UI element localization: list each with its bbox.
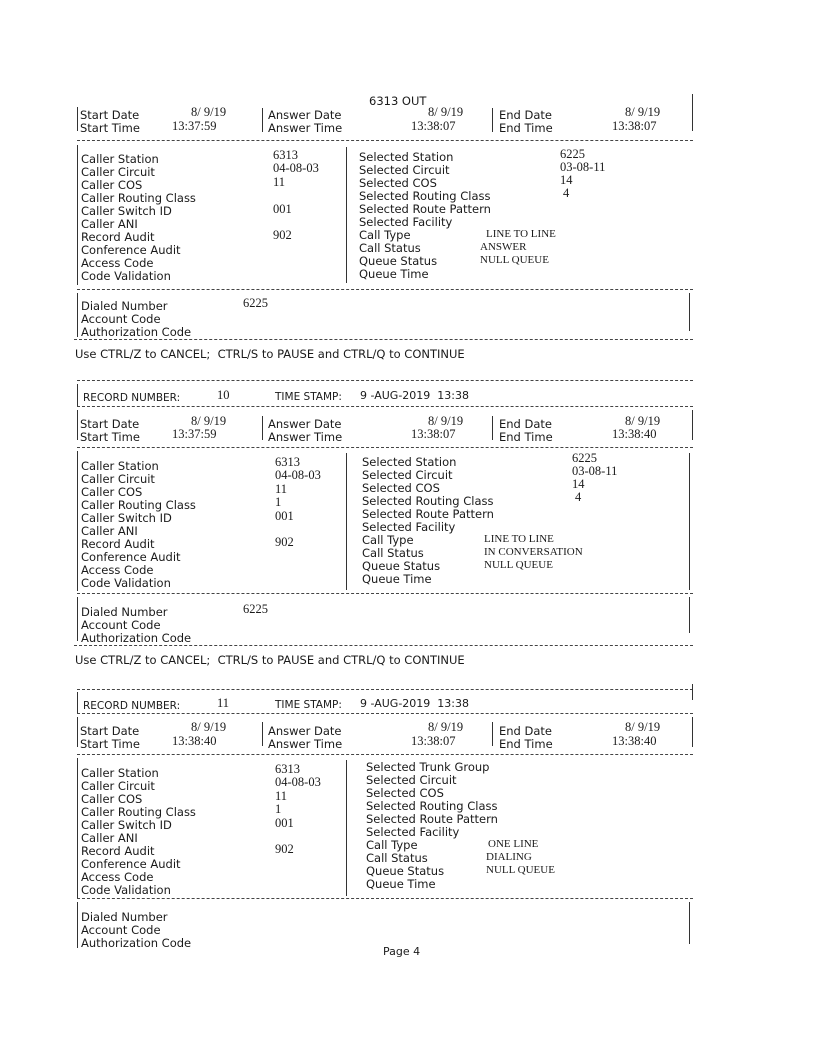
start-date-label: Start Date [80, 724, 140, 738]
queue-status-label: Queue Status [359, 254, 438, 268]
queue-status-label: Queue Status [366, 864, 445, 878]
call-type-label: Call Type [359, 228, 411, 242]
right-rule [689, 902, 690, 944]
left-rule [77, 451, 78, 591]
caller-station-label: Caller Station [81, 459, 159, 473]
caller-circuit-value: 04-08-03 [275, 775, 321, 789]
call-type-value: ONE LINE [488, 838, 539, 850]
end-date-label: End Date [499, 417, 552, 431]
left-rule [77, 107, 78, 131]
answer-time-value: 13:38:07 [411, 734, 456, 748]
left-rule [77, 692, 78, 714]
dashed-divider [74, 339, 693, 340]
queue-status-value: NULL QUEUE [486, 864, 555, 876]
record-audit-value: 902 [273, 228, 292, 242]
caller-station-label: Caller Station [81, 152, 159, 166]
caller-circuit-label: Caller Circuit [81, 779, 155, 793]
dashed-divider [77, 689, 693, 690]
dashed-divider [77, 406, 693, 407]
caller-circuit-label: Caller Circuit [81, 472, 155, 486]
answer-date-value: 8/ 9/19 [428, 720, 464, 734]
left-rule [77, 293, 78, 337]
record-number-label: RECORD NUMBER: [83, 392, 181, 404]
answer-time-label: Answer Time [268, 121, 343, 135]
selected-routing-class-value: 4 [575, 490, 582, 504]
end-time-label: End Time [499, 430, 553, 444]
right-rule [692, 717, 693, 747]
column-divider [262, 108, 263, 132]
caller-switch-id-value: 001 [273, 202, 292, 216]
time-stamp-label: TIME STAMP: [275, 699, 342, 711]
time-stamp-value: 9 -AUG-2019 13:38 [360, 389, 469, 402]
answer-time-label: Answer Time [268, 737, 343, 751]
column-divider [262, 416, 263, 440]
selected-circuit-label: Selected Circuit [359, 163, 450, 177]
start-date-label: Start Date [80, 108, 140, 122]
left-rule [77, 597, 78, 641]
record-audit-label: Record Audit [81, 537, 155, 551]
answer-time-label: Answer Time [268, 430, 343, 444]
caller-cos-value: 11 [275, 482, 288, 496]
right-rule [689, 293, 690, 331]
selected-facility-label: Selected Facility [359, 215, 453, 229]
call-status-value: ANSWER [480, 241, 527, 253]
selected-circuit-value: 03-08-11 [560, 160, 606, 174]
queue-status-label: Queue Status [362, 559, 441, 573]
selected-route-pattern-label: Selected Route Pattern [362, 507, 494, 521]
right-rule [692, 410, 693, 440]
end-time-value: 13:38:40 [612, 734, 657, 748]
dialed-number-label: Dialed Number [81, 605, 168, 619]
selected-circuit-label: Selected Circuit [362, 468, 453, 482]
queue-time-label: Queue Time [362, 572, 432, 586]
report-header: 6313 OUT [369, 94, 427, 108]
answer-date-label: Answer Date [268, 417, 342, 431]
authorization-code-label: Authorization Code [81, 936, 192, 950]
start-time-value: 13:37:59 [172, 427, 217, 441]
dashed-divider [77, 380, 693, 381]
caller-routing-class-label: Caller Routing Class [81, 191, 196, 205]
call-type-label: Call Type [362, 533, 414, 547]
continue-notice: Use CTRL/Z to CANCEL; CTRL/S to PAUSE and CTRL/Q to CONTINUE [75, 653, 465, 667]
record-audit-value: 902 [275, 535, 294, 549]
right-rule [692, 684, 693, 700]
caller-routing-class-label: Caller Routing Class [81, 498, 196, 512]
end-time-value: 13:38:07 [612, 119, 657, 133]
answer-date-label: Answer Date [268, 108, 342, 122]
time-stamp-value: 9 -AUG-2019 13:38 [360, 697, 469, 710]
caller-circuit-value: 04-08-03 [273, 161, 319, 175]
selected-routing-class-label: Selected Routing Class [359, 189, 491, 203]
selected-cos-label: Selected COS [359, 176, 437, 190]
caller-station-label: Caller Station [81, 766, 159, 780]
dashed-divider [77, 593, 693, 594]
call-status-value: DIALING [486, 851, 532, 863]
answer-date-value: 8/ 9/19 [428, 105, 464, 119]
right-rule [689, 453, 690, 590]
caller-switch-id-label: Caller Switch ID [81, 204, 172, 218]
access-code-label: Access Code [81, 870, 154, 884]
column-divider [346, 147, 347, 283]
caller-circuit-label: Caller Circuit [81, 165, 155, 179]
record-number-label: RECORD NUMBER: [83, 700, 181, 712]
conference-audit-label: Conference Audit [81, 243, 181, 257]
answer-time-value: 13:38:07 [411, 427, 456, 441]
start-time-label: Start Time [80, 430, 140, 444]
dialed-number-value: 6225 [243, 296, 268, 310]
call-type-label: Call Type [366, 838, 418, 852]
queue-status-value: NULL QUEUE [480, 254, 549, 266]
column-divider [492, 108, 493, 132]
selected-station-label: Selected Station [359, 150, 454, 164]
dashed-divider [77, 140, 693, 141]
code-validation-label: Code Validation [81, 883, 171, 897]
selected-trunk-group-label: Selected Trunk Group [366, 760, 490, 774]
selected-route-pattern-label: Selected Route Pattern [359, 202, 491, 216]
authorization-code-label: Authorization Code [81, 631, 192, 645]
caller-cos-label: Caller COS [81, 178, 143, 192]
end-date-value: 8/ 9/19 [625, 105, 661, 119]
left-rule [77, 410, 78, 440]
left-rule [77, 384, 78, 406]
dialed-number-value: 6225 [243, 602, 268, 616]
start-date-value: 8/ 9/19 [191, 105, 227, 119]
record-number-value: 10 [217, 388, 230, 402]
call-type-value: LINE TO LINE [484, 533, 554, 545]
selected-facility-label: Selected Facility [366, 825, 460, 839]
record-audit-label: Record Audit [81, 230, 155, 244]
caller-cos-value: 11 [273, 175, 286, 189]
selected-routing-class-label: Selected Routing Class [362, 494, 494, 508]
caller-switch-id-label: Caller Switch ID [81, 818, 172, 832]
account-code-label: Account Code [81, 312, 161, 326]
selected-circuit-value: 03-08-11 [572, 464, 618, 478]
start-time-label: Start Time [80, 737, 140, 751]
dashed-divider [77, 713, 693, 714]
code-validation-label: Code Validation [81, 576, 171, 590]
record-number-value: 11 [217, 696, 230, 710]
selected-routing-class-value: 4 [563, 186, 570, 200]
column-divider [262, 722, 263, 746]
caller-ani-label: Caller ANI [81, 524, 138, 538]
caller-ani-label: Caller ANI [81, 217, 138, 231]
caller-circuit-value: 04-08-03 [275, 468, 321, 482]
selected-cos-label: Selected COS [366, 786, 444, 800]
call-status-label: Call Status [366, 851, 428, 865]
end-date-label: End Date [499, 724, 552, 738]
end-date-value: 8/ 9/19 [625, 414, 661, 428]
dashed-divider [77, 447, 693, 448]
dashed-divider [77, 754, 693, 755]
start-date-label: Start Date [80, 417, 140, 431]
start-time-label: Start Time [80, 121, 140, 135]
caller-switch-id-value: 001 [275, 509, 294, 523]
selected-circuit-label: Selected Circuit [366, 773, 457, 787]
caller-cos-label: Caller COS [81, 485, 143, 499]
answer-time-value: 13:38:07 [411, 119, 456, 133]
start-time-value: 13:38:40 [172, 734, 217, 748]
selected-station-label: Selected Station [362, 455, 457, 469]
dialed-number-label: Dialed Number [81, 910, 168, 924]
left-rule [77, 902, 78, 948]
answer-date-label: Answer Date [268, 724, 342, 738]
selected-route-pattern-label: Selected Route Pattern [366, 812, 498, 826]
column-divider [492, 416, 493, 440]
end-date-label: End Date [499, 108, 552, 122]
conference-audit-label: Conference Audit [81, 857, 181, 871]
left-rule [77, 145, 78, 285]
dashed-divider [77, 289, 693, 290]
continue-notice: Use CTRL/Z to CANCEL; CTRL/S to PAUSE and CTRL/Q to CONTINUE [75, 347, 465, 361]
selected-routing-class-label: Selected Routing Class [366, 799, 498, 813]
record-audit-value: 902 [275, 842, 294, 856]
dashed-divider [74, 645, 693, 646]
column-divider [346, 760, 347, 896]
selected-station-value: 6225 [572, 451, 597, 465]
access-code-label: Access Code [81, 563, 154, 577]
caller-station-value: 6313 [273, 148, 298, 162]
caller-station-value: 6313 [275, 455, 300, 469]
record-audit-label: Record Audit [81, 844, 155, 858]
caller-routing-class-value: 1 [275, 495, 282, 509]
end-date-value: 8/ 9/19 [625, 720, 661, 734]
queue-time-label: Queue Time [366, 877, 436, 891]
end-time-label: End Time [499, 121, 553, 135]
start-time-value: 13:37:59 [172, 119, 217, 133]
selected-cos-label: Selected COS [362, 481, 440, 495]
caller-routing-class-label: Caller Routing Class [81, 805, 196, 819]
caller-cos-label: Caller COS [81, 792, 143, 806]
call-status-label: Call Status [359, 241, 421, 255]
queue-time-label: Queue Time [359, 267, 429, 281]
time-stamp-label: TIME STAMP: [275, 391, 342, 403]
start-date-value: 8/ 9/19 [191, 414, 227, 428]
caller-ani-label: Caller ANI [81, 831, 138, 845]
column-divider [492, 722, 493, 746]
conference-audit-label: Conference Audit [81, 550, 181, 564]
call-status-label: Call Status [362, 546, 424, 560]
account-code-label: Account Code [81, 618, 161, 632]
dashed-divider [77, 898, 693, 899]
selected-cos-value: 14 [560, 173, 573, 187]
caller-station-value: 6313 [275, 762, 300, 776]
end-time-value: 13:38:40 [612, 427, 657, 441]
selected-facility-label: Selected Facility [362, 520, 456, 534]
start-date-value: 8/ 9/19 [191, 720, 227, 734]
left-rule [77, 717, 78, 747]
caller-cos-value: 11 [275, 789, 288, 803]
right-rule [689, 597, 690, 633]
queue-status-value: NULL QUEUE [484, 559, 553, 571]
call-status-value: IN CONVERSATION [484, 546, 583, 558]
answer-date-value: 8/ 9/19 [428, 414, 464, 428]
column-divider [346, 453, 347, 590]
account-code-label: Account Code [81, 923, 161, 937]
caller-switch-id-label: Caller Switch ID [81, 511, 172, 525]
page-number: Page 4 [383, 945, 421, 958]
selected-cos-value: 14 [572, 477, 585, 491]
left-rule [77, 758, 78, 898]
dialed-number-label: Dialed Number [81, 299, 168, 313]
code-validation-label: Code Validation [81, 269, 171, 283]
caller-routing-class-value: 1 [275, 802, 282, 816]
call-type-value: LINE TO LINE [486, 228, 556, 240]
authorization-code-label: Authorization Code [81, 325, 192, 339]
access-code-label: Access Code [81, 256, 154, 270]
end-time-label: End Time [499, 737, 553, 751]
selected-station-value: 6225 [560, 147, 585, 161]
caller-switch-id-value: 001 [275, 816, 294, 830]
right-rule [692, 94, 693, 131]
